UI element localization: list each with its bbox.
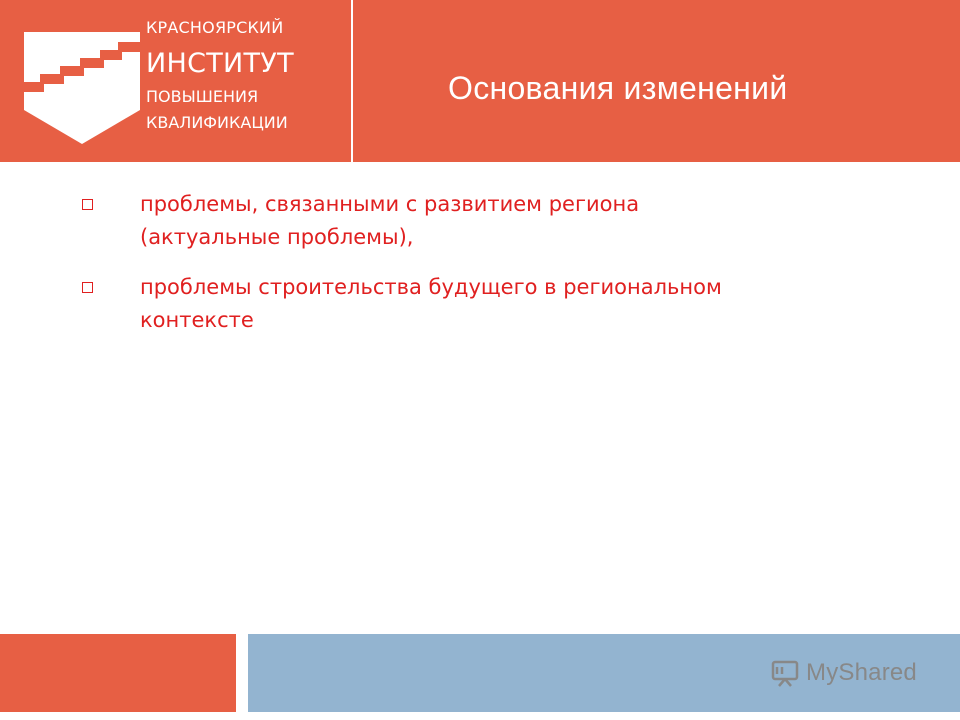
logo-line-2: ИНСТИТУТ [146,48,294,79]
header-bar [0,0,960,162]
bullet-line: контексте [140,308,254,332]
bullet-line: проблемы строительства будущего в региональном [140,275,722,299]
presentation-screen-icon [770,658,800,688]
logo-line-3: ПОВЫШЕНИЯ [146,87,259,106]
logo-line-1: КРАСНОЯРСКИЙ [146,18,284,37]
watermark-text: MyShared [806,659,917,686]
slide-title: Основания изменений [448,70,788,106]
bullet-list [82,188,902,354]
square-bullet-icon [82,282,93,293]
institute-logo-shield-icon [22,30,142,146]
header-divider [351,0,353,162]
footer-accent-block [0,634,236,712]
square-bullet-icon [82,199,93,210]
myshared-watermark [770,656,917,690]
bullet-item [82,188,902,254]
logo-line-4: КВАЛИФИКАЦИИ [146,113,288,132]
bullet-item [82,271,902,337]
institute-logo-text [146,18,294,132]
bullet-line: (актуальные проблемы), [140,225,414,249]
bullet-line: проблемы, связанными с развитием региона [140,192,640,216]
